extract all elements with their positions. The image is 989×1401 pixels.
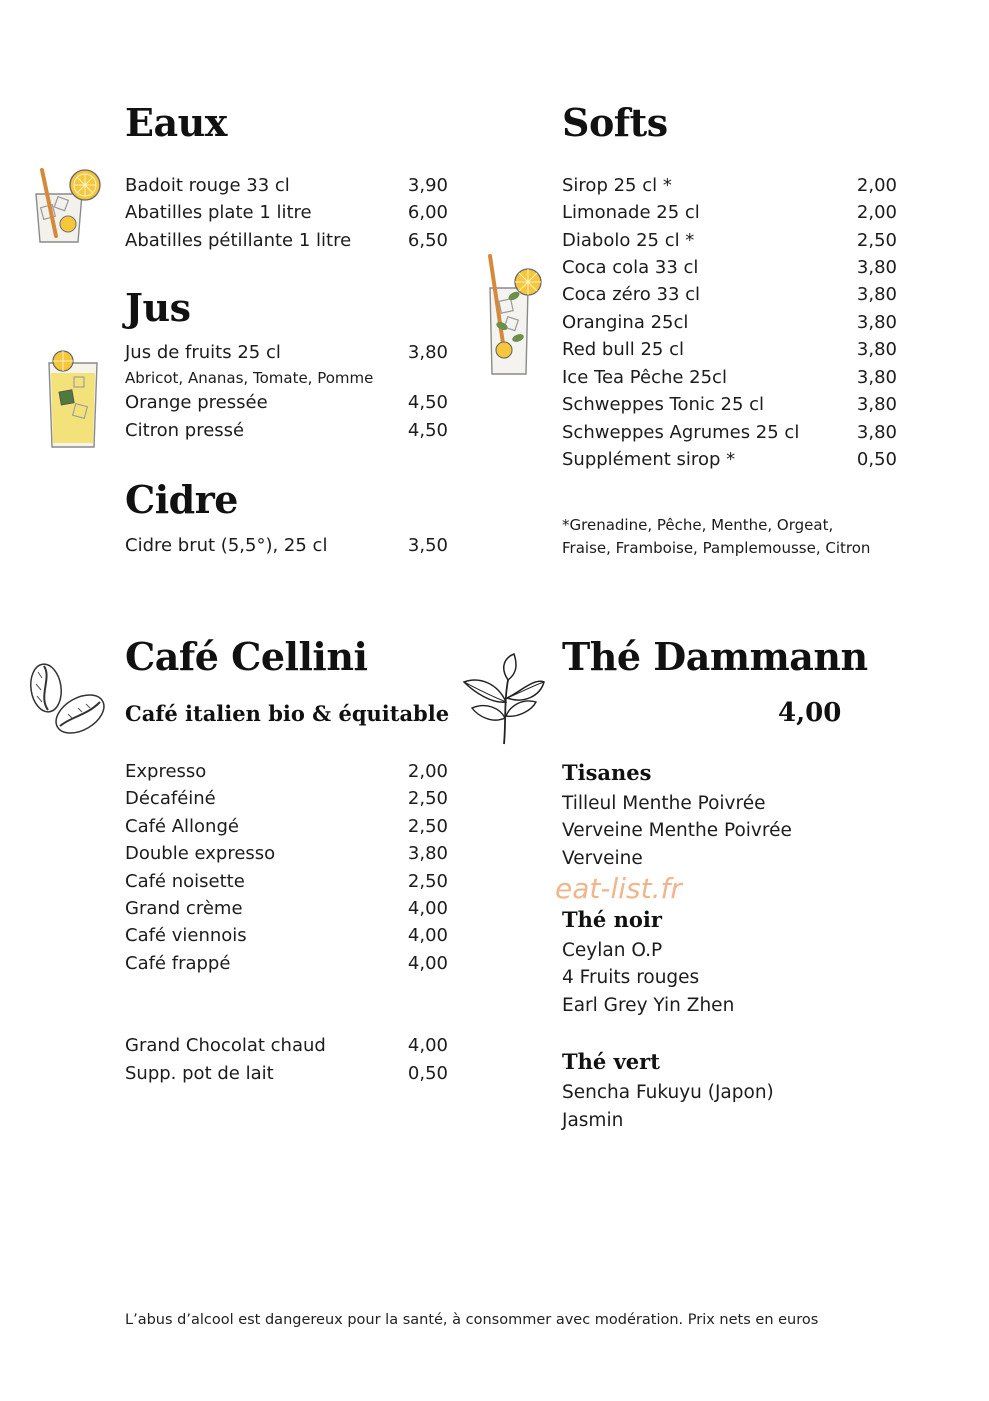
item-price: 3,80 (407, 342, 448, 363)
item-price: 4,00 (407, 898, 448, 919)
tea-item: Sencha Fukuyu (Japon) (562, 1082, 774, 1103)
menu-item (562, 391, 897, 418)
item-price: 3,80 (856, 367, 897, 388)
item-price: 3,50 (407, 535, 448, 556)
item-price: 4,50 (407, 392, 448, 413)
item-name: Ice Tea Pêche 25cl (562, 367, 727, 388)
item-name: Sirop 25 cl * (562, 175, 672, 196)
section-title-softs: Softs (562, 100, 668, 145)
menu-item (125, 758, 448, 785)
menu-item (125, 339, 448, 366)
menu-item (562, 199, 897, 226)
section-title-cafe: Café Cellini (125, 634, 368, 679)
menu-item (125, 785, 448, 812)
menu-item (125, 417, 448, 444)
menu-item (562, 364, 897, 391)
menu-item (562, 309, 897, 336)
menu-item (562, 446, 897, 473)
item-price: 3,80 (856, 394, 897, 415)
item-name: Café viennois (125, 925, 247, 946)
item-name: Coca zéro 33 cl (562, 284, 701, 305)
item-price: 4,00 (407, 925, 448, 946)
item-price: 0,50 (856, 449, 897, 470)
item-price: 2,50 (407, 788, 448, 809)
item-name: Diabolo 25 cl * (562, 230, 695, 251)
menu-item (125, 1060, 448, 1087)
menu-item (125, 868, 448, 895)
item-price: 2,50 (407, 816, 448, 837)
item-name: Grand crème (125, 898, 243, 919)
menu-item (125, 895, 448, 922)
item-price: 3,80 (856, 422, 897, 443)
section-title-the: Thé Dammann (562, 634, 868, 679)
tea-item: Earl Grey Yin Zhen (562, 995, 735, 1016)
item-name: Badoit rouge 33 cl (125, 175, 290, 196)
item-name: Supplément sirop * (562, 449, 736, 470)
juice-flavors: Abricot, Ananas, Tomate, Pomme (125, 369, 374, 387)
item-name: Cidre brut (5,5°), 25 cl (125, 535, 328, 556)
cocktail-glass-icon (28, 166, 104, 248)
item-name: Expresso (125, 761, 207, 782)
watermark: eat-list.fr (555, 872, 682, 905)
menu-item (562, 281, 897, 308)
item-name: Grand Chocolat chaud (125, 1035, 326, 1056)
item-price: 2,00 (407, 761, 448, 782)
menu-item (125, 950, 448, 977)
menu-item (125, 840, 448, 867)
menu-item (562, 227, 897, 254)
item-price: 3,80 (856, 339, 897, 360)
syrup-note: *Grenadine, Pêche, Menthe, Orgeat, (562, 516, 834, 534)
legal-footer: L’abus d’alcool est dangereux pour la santé, à consommer avec modération. Prix nets en euros (125, 1312, 819, 1328)
menu-item (562, 254, 897, 281)
item-price: 4,50 (407, 420, 448, 441)
item-price: 4,00 (407, 953, 448, 974)
tea-category-title: Tisanes (562, 760, 652, 785)
section-title-cidre: Cidre (125, 477, 238, 522)
syrup-note: Fraise, Framboise, Pamplemousse, Citron (562, 539, 871, 557)
section-title-eaux: Eaux (125, 100, 227, 145)
item-price: 4,00 (407, 1035, 448, 1056)
item-price: 3,80 (856, 284, 897, 305)
tea-price: 4,00 (778, 698, 842, 728)
item-name: Café frappé (125, 953, 231, 974)
item-name: Abatilles pétillante 1 litre (125, 230, 352, 251)
item-price: 6,50 (407, 230, 448, 251)
item-name: Supp. pot de lait (125, 1063, 274, 1084)
tea-item: Jasmin (562, 1110, 624, 1131)
tea-item: 4 Fruits rouges (562, 967, 700, 988)
juice-glass-icon (44, 347, 100, 451)
menu-item (125, 172, 448, 199)
menu-item (125, 922, 448, 949)
item-name: Citron pressé (125, 420, 245, 441)
item-name: Schweppes Agrumes 25 cl (562, 422, 800, 443)
item-name: Red bull 25 cl (562, 339, 685, 360)
tea-item: Tilleul Menthe Poivrée (562, 793, 766, 814)
section-title-jus: Jus (125, 285, 191, 330)
menu-item (125, 199, 448, 226)
item-price: 2,00 (856, 175, 897, 196)
cafe-subtitle: Café italien bio & équitable (125, 701, 450, 726)
tea-leaves-icon (460, 652, 548, 748)
item-name: Café Allongé (125, 816, 239, 837)
item-name: Café noisette (125, 871, 245, 892)
menu-item (125, 532, 448, 559)
item-price: 0,50 (407, 1063, 448, 1084)
item-name: Jus de fruits 25 cl (125, 342, 281, 363)
menu-item (125, 389, 448, 416)
menu-item (562, 336, 897, 363)
item-name: Décaféiné (125, 788, 216, 809)
item-name: Abatilles plate 1 litre (125, 202, 312, 223)
coffee-beans-icon (24, 658, 110, 742)
item-name: Orange pressée (125, 392, 268, 413)
item-name: Limonade 25 cl (562, 202, 700, 223)
menu-item (125, 813, 448, 840)
item-name: Coca cola 33 cl (562, 257, 699, 278)
item-name: Schweppes Tonic 25 cl (562, 394, 765, 415)
menu-item (562, 419, 897, 446)
tea-category-title: Thé noir (562, 907, 662, 932)
item-price: 6,00 (407, 202, 448, 223)
menu-item (562, 172, 897, 199)
item-price: 3,80 (407, 843, 448, 864)
item-name: Orangina 25cl (562, 312, 689, 333)
item-price: 2,00 (856, 202, 897, 223)
item-price: 3,80 (856, 257, 897, 278)
item-price: 3,90 (407, 175, 448, 196)
menu-item (125, 227, 448, 254)
tea-item: Verveine Menthe Poivrée (562, 820, 792, 841)
item-name: Double expresso (125, 843, 276, 864)
mojito-glass-icon (484, 254, 546, 378)
item-price: 2,50 (856, 230, 897, 251)
tea-category-title: Thé vert (562, 1049, 660, 1074)
tea-item: Ceylan O.P (562, 940, 663, 961)
item-price: 2,50 (407, 871, 448, 892)
menu-item (125, 1032, 448, 1059)
tea-item: Verveine (562, 848, 643, 869)
item-price: 3,80 (856, 312, 897, 333)
